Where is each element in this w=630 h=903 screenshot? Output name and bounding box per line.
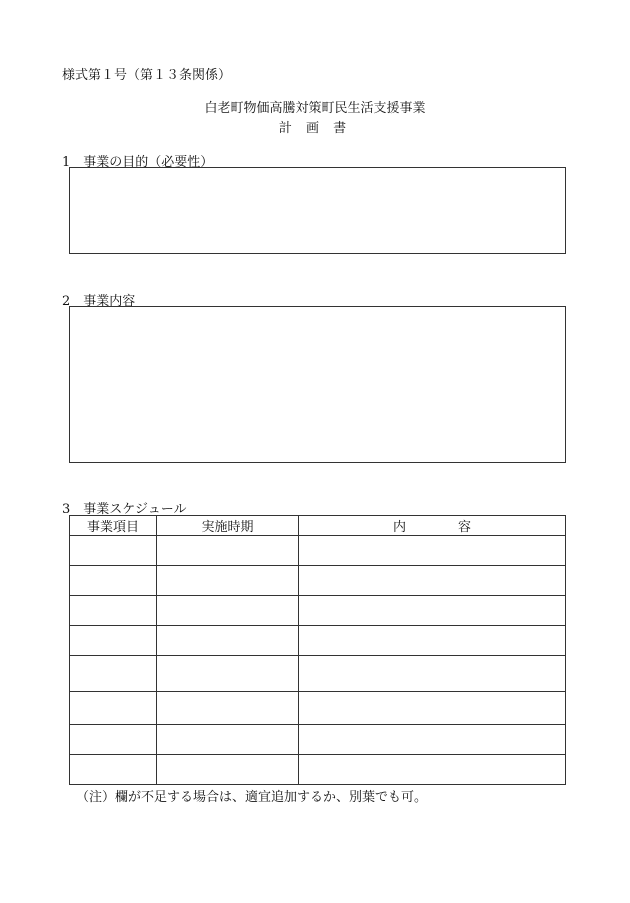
table-row bbox=[70, 596, 566, 626]
cell-item[interactable] bbox=[70, 755, 157, 785]
section-purpose-heading: 1 事業の目的（必要性） bbox=[62, 155, 214, 170]
footnote: （注）欄が不足する場合は、適宜追加するか、別葉でも可。 bbox=[76, 790, 428, 805]
cell-period[interactable] bbox=[157, 755, 299, 785]
cell-period[interactable] bbox=[157, 725, 299, 755]
table-row bbox=[70, 692, 566, 725]
table-row bbox=[70, 725, 566, 755]
table-row bbox=[70, 566, 566, 596]
schedule-header-row bbox=[70, 516, 566, 536]
content-field[interactable] bbox=[69, 306, 566, 463]
col-header-content: 内 容 bbox=[299, 516, 566, 536]
cell-period[interactable] bbox=[157, 566, 299, 596]
cell-item[interactable] bbox=[70, 656, 157, 692]
cell-period[interactable] bbox=[157, 536, 299, 566]
cell-content[interactable] bbox=[299, 656, 566, 692]
cell-item[interactable] bbox=[70, 626, 157, 656]
cell-period[interactable] bbox=[157, 626, 299, 656]
table-row bbox=[70, 656, 566, 692]
schedule-table bbox=[69, 515, 566, 785]
cell-content[interactable] bbox=[299, 725, 566, 755]
cell-content[interactable] bbox=[299, 692, 566, 725]
cell-content[interactable] bbox=[299, 566, 566, 596]
section-schedule-heading: 3 事業スケジュール bbox=[62, 502, 187, 517]
section-content-heading: 2 事業内容 bbox=[62, 294, 136, 309]
cell-item[interactable] bbox=[70, 536, 157, 566]
cell-item[interactable] bbox=[70, 596, 157, 626]
cell-content[interactable] bbox=[299, 596, 566, 626]
cell-period[interactable] bbox=[157, 656, 299, 692]
cell-content[interactable] bbox=[299, 536, 566, 566]
col-header-item: 事業項目 bbox=[70, 516, 157, 536]
col-header-period: 実施時期 bbox=[157, 516, 299, 536]
form-number: 様式第１号（第１３条関係） bbox=[62, 68, 232, 83]
cell-item[interactable] bbox=[70, 692, 157, 725]
document-subtitle: 計 画 書 bbox=[278, 121, 352, 136]
cell-item[interactable] bbox=[70, 725, 157, 755]
cell-period[interactable] bbox=[157, 596, 299, 626]
cell-content[interactable] bbox=[299, 626, 566, 656]
table-row bbox=[70, 626, 566, 656]
document-title: 白老町物価高騰対策町民生活支援事業 bbox=[204, 101, 426, 116]
cell-period[interactable] bbox=[157, 692, 299, 725]
table-row bbox=[70, 755, 566, 785]
cell-item[interactable] bbox=[70, 566, 157, 596]
purpose-field[interactable] bbox=[69, 167, 566, 254]
table-row bbox=[70, 536, 566, 566]
cell-content[interactable] bbox=[299, 755, 566, 785]
